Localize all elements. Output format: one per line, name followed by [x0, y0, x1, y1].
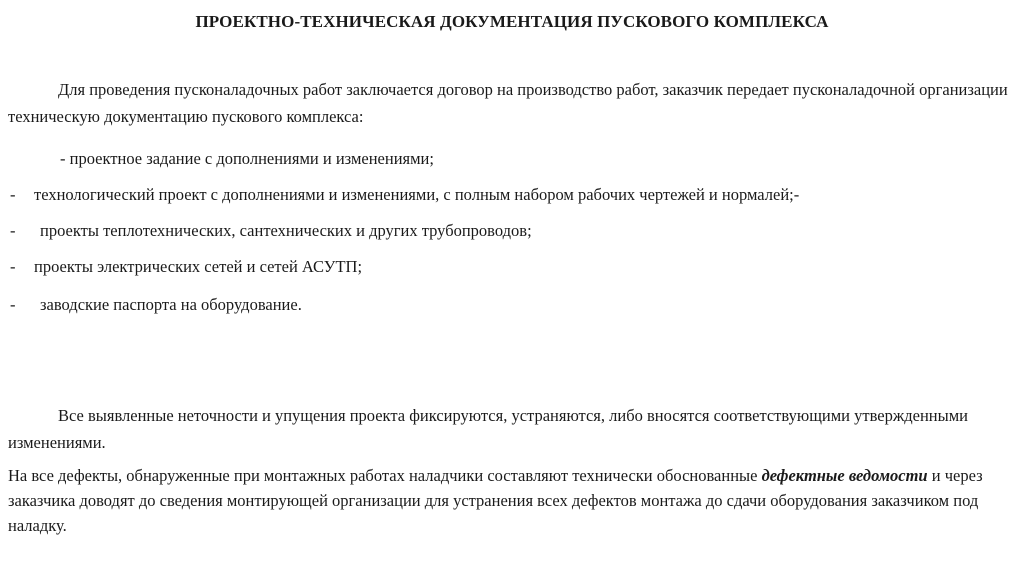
corrections-paragraph: Все выявленные неточности и упущения проекта фиксируются, устраняются, либо вносятся соответствующими утвержденными изменениями.	[8, 406, 968, 452]
intro-paragraph: Для проведения пусконаладочных работ заключается договор на производство работ, заказчик передает пусконаладочной организации техническую документацию пускового комплекса:	[8, 80, 1008, 126]
list-item-text: проекты теплотехнических, сантехнических и других трубопроводов;	[40, 221, 532, 240]
defects-text-after: и через заказчика доводят до сведения монтирующей организации для устранения всех дефектов монтажа до сдачи оборудования заказчиком под наладку.	[8, 466, 983, 535]
defects-text-before: На все дефекты, обнаруженные при монтажных работах наладчики составляют технически обоснованные	[8, 466, 762, 485]
defects-emphasis: дефектные ведомости	[761, 466, 928, 485]
list-item-dash: -	[60, 149, 66, 168]
list-item-dash: -	[10, 295, 16, 314]
list-item-text: технологический проект с дополнениями и изменениями, с полным набором рабочих чертежей и нормалей;-	[34, 185, 800, 204]
list-item-text: заводские паспорта на оборудование.	[40, 295, 302, 314]
page-title: ПРОЕКТНО-ТЕХНИЧЕСКАЯ ДОКУМЕНТАЦИЯ ПУСКОВОГО КОМПЛЕКСА	[195, 12, 829, 31]
list-item-text: проекты электрических сетей и сетей АСУТП;	[34, 257, 363, 276]
list-item-dash: -	[10, 257, 16, 276]
list-item	[60, 148, 434, 170]
list-item-text: проектное задание с дополнениями и изменениями;	[69, 149, 434, 168]
list-item-dash: -	[10, 185, 16, 204]
list-item-dash: -	[10, 221, 16, 240]
defects-paragraph	[8, 463, 1018, 538]
